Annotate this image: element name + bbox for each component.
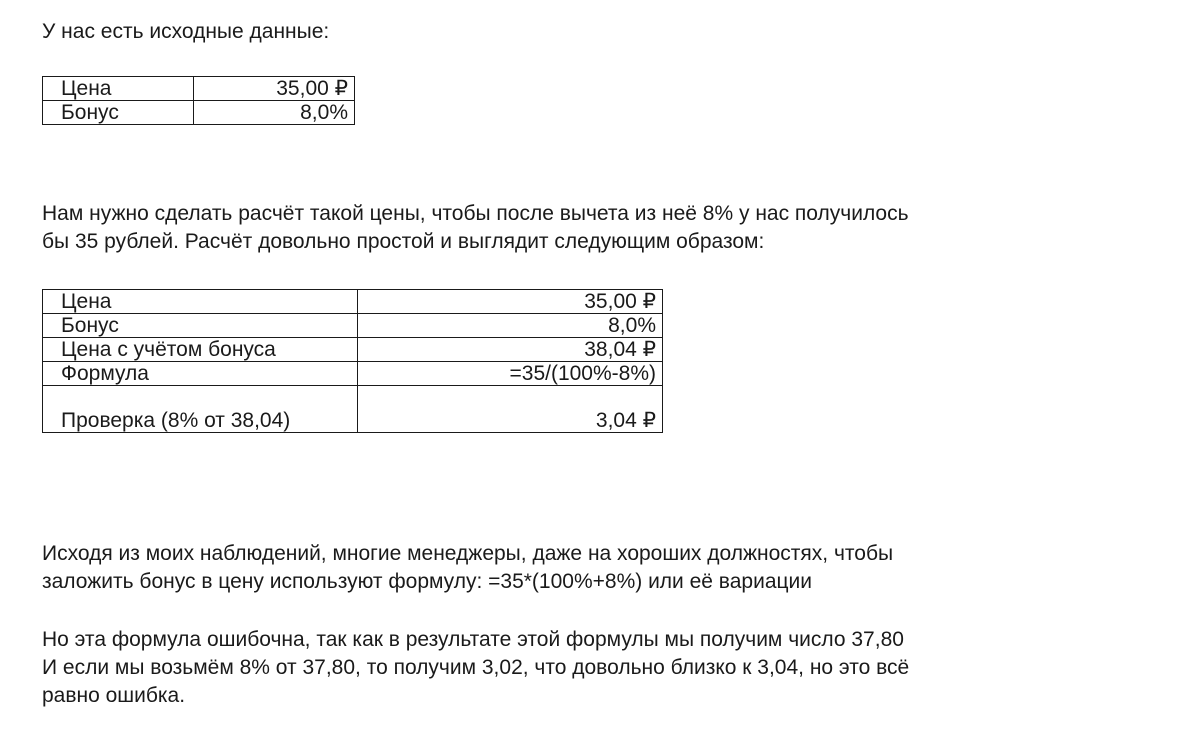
- table-cell-value: 3,04 ₽: [358, 386, 663, 433]
- table-cell-label: Цена с учётом бонуса: [43, 338, 358, 362]
- calculation-table: [42, 289, 663, 433]
- table-row: [43, 362, 663, 386]
- table-cell-label: Цена: [43, 290, 358, 314]
- intro-text: У нас есть исходные данные:: [42, 20, 330, 43]
- table-row: [43, 386, 663, 433]
- table-row: [43, 314, 663, 338]
- table-row: [43, 101, 355, 125]
- table-cell-label: Проверка (8% от 38,04): [43, 386, 358, 433]
- observation-text-line-1: Исходя из моих наблюдений, многие менеджеры, даже на хороших должностях, чтобы: [42, 542, 894, 565]
- table-cell-label: Бонус: [43, 101, 194, 125]
- table-cell-value: 35,00 ₽: [194, 77, 355, 101]
- task-text-line-2: бы 35 рублей. Расчёт довольно простой и выглядит следующим образом:: [42, 230, 765, 253]
- task-text-line-1: Нам нужно сделать расчёт такой цены, чтобы после вычета из неё 8% у нас получилось: [42, 202, 909, 225]
- error-text-line-1: Но эта формула ошибочна, так как в результате этой формулы мы получим число 37,80: [42, 628, 904, 651]
- table-cell-value: 35,00 ₽: [358, 290, 663, 314]
- table-cell-label: Цена: [43, 77, 194, 101]
- observation-text-line-2: заложить бонус в цену используют формулу: =35*(100%+8%) или её вариации: [42, 570, 812, 593]
- error-text-line-2: И если мы возьмём 8% от 37,80, то получим 3,02, что довольно близко к 3,04, но это всё: [42, 656, 910, 679]
- source-data-table: [42, 76, 355, 125]
- table-cell-label: Бонус: [43, 314, 358, 338]
- table-cell-value: 8,0%: [358, 314, 663, 338]
- table-row: [43, 77, 355, 101]
- table-row: [43, 290, 663, 314]
- table-row: [43, 338, 663, 362]
- table-cell-value: 8,0%: [194, 101, 355, 125]
- error-text-line-3: равно ошибка.: [42, 684, 186, 707]
- table-cell-value: 38,04 ₽: [358, 338, 663, 362]
- table-cell-value: =35/(100%-8%): [358, 362, 663, 386]
- table-cell-label: Формула: [43, 362, 358, 386]
